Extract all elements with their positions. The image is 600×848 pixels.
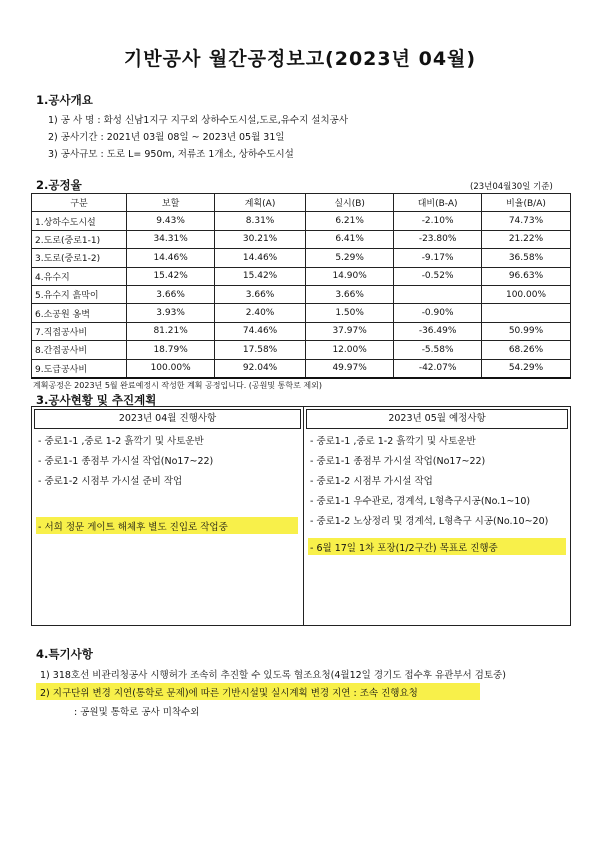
- row-category: 9.도급공사비: [32, 359, 127, 378]
- row-diff: -23.80%: [394, 230, 482, 248]
- col-header-diff: 대비(B-A): [394, 194, 482, 212]
- current-month-column: [32, 407, 304, 625]
- table-row: [32, 359, 571, 378]
- row-category: 2.도로(중로1-1): [32, 230, 127, 248]
- overview-line-scale: 3) 공사규모 : 도로 L= 950m, 저류조 1개소, 상하수도시설: [48, 149, 294, 160]
- row-diff: -0.52%: [394, 267, 482, 285]
- row-diff: -2.10%: [394, 212, 482, 230]
- remark-line-2: 2) 지구단위 변경 지연(통학로 문제)에 따른 기반시설및 실시계획 변경 지연 : 조속 진행요청: [40, 688, 418, 699]
- list-item: - 중로1-2 시점부 가시설 준비 작업: [38, 476, 183, 487]
- row-plan: 92.04%: [215, 359, 306, 378]
- row-plan: 74.46%: [215, 322, 306, 340]
- row-diff: -9.17%: [394, 249, 482, 267]
- list-item: - 중로1-1 ,중로 1-2 흙깍기 및 사토운반: [310, 436, 476, 447]
- row-plan: 8.31%: [215, 212, 306, 230]
- row-weight: 14.46%: [127, 249, 215, 267]
- row-diff: -42.07%: [394, 359, 482, 378]
- col-header-plan: 계획(A): [215, 194, 306, 212]
- list-item: - 중로1-1 종점부 가시설 작업(No17~22): [310, 456, 486, 467]
- row-ratio: 50.99%: [482, 322, 571, 340]
- row-actual: 1.50%: [306, 304, 394, 322]
- section1-heading: 1.공사개요: [36, 93, 93, 107]
- progress-table-header: [32, 194, 571, 212]
- row-ratio: 36.58%: [482, 249, 571, 267]
- section4-heading: 4.특기사항: [36, 647, 93, 661]
- document-title: 기반공사 월간공정보고(2023년 04월): [123, 48, 477, 70]
- row-weight: 9.43%: [127, 212, 215, 230]
- table-row: [32, 304, 571, 322]
- list-item: - 중로1-1 ,중로 1-2 흙깍기 및 사토운반: [38, 436, 204, 447]
- row-plan: 3.66%: [215, 285, 306, 303]
- table-row: [32, 249, 571, 267]
- table-row: [32, 212, 571, 230]
- row-weight: 3.66%: [127, 285, 215, 303]
- row-category: 1.상하수도시설: [32, 212, 127, 230]
- col-header-category: 구분: [32, 194, 127, 212]
- row-actual: 37.97%: [306, 322, 394, 340]
- table-row: [32, 285, 571, 303]
- row-weight: 18.79%: [127, 341, 215, 359]
- progress-note: 계획공정은 2023년 5월 완료예정시 작성한 계획 공정입니다. (공원및 통학로 제외): [33, 381, 322, 390]
- row-plan: 17.58%: [215, 341, 306, 359]
- row-actual: 6.41%: [306, 230, 394, 248]
- section3-heading: 3.공사현황 및 추진계획: [36, 393, 157, 407]
- row-actual: 12.00%: [306, 341, 394, 359]
- table-row: [32, 341, 571, 359]
- list-item: - 중로1-1 종점부 가시설 작업(No17~22): [38, 456, 214, 467]
- row-weight: 100.00%: [127, 359, 215, 378]
- row-weight: 34.31%: [127, 230, 215, 248]
- next-month-header: 2023년 05월 예정사항: [306, 409, 568, 429]
- row-category: 6.소공원 옹벽: [32, 304, 127, 322]
- row-actual: 6.21%: [306, 212, 394, 230]
- row-category: 8.간접공사비: [32, 341, 127, 359]
- current-month-header: 2023년 04월 진행사항: [34, 409, 301, 429]
- table-row: [32, 230, 571, 248]
- row-ratio: 21.22%: [482, 230, 571, 248]
- row-actual: 14.90%: [306, 267, 394, 285]
- row-weight: 81.21%: [127, 322, 215, 340]
- row-category: 7.직접공사비: [32, 322, 127, 340]
- progress-basis-date: (23년04월30일 기준): [470, 182, 553, 192]
- remark-line-3: : 공원및 통학로 공사 미착수외: [74, 707, 200, 718]
- table-row: [32, 267, 571, 285]
- col-header-weight: 보할: [127, 194, 215, 212]
- status-plan-table: [31, 406, 571, 626]
- table-row: [32, 322, 571, 340]
- section2-heading: 2.공정율: [36, 178, 82, 192]
- row-category: 3.도로(중로1-2): [32, 249, 127, 267]
- row-category: 4.유수지: [32, 267, 127, 285]
- row-plan: 2.40%: [215, 304, 306, 322]
- row-diff: -5.58%: [394, 341, 482, 359]
- row-actual: 49.97%: [306, 359, 394, 378]
- row-ratio: 74.73%: [482, 212, 571, 230]
- list-item-highlighted: - 6월 17일 1차 포장(1/2구간) 목표로 진행중: [310, 543, 498, 554]
- row-ratio: 68.26%: [482, 341, 571, 359]
- list-item: - 중로1-1 우수관로, 경계석, L형측구시공(No.1~10): [310, 496, 531, 507]
- row-actual: 3.66%: [306, 285, 394, 303]
- row-category: 5.유수지 흙막이: [32, 285, 127, 303]
- row-diff: -36.49%: [394, 322, 482, 340]
- list-item: - 중로1-2 노상정리 및 경계석, L형측구 시공(No.10~20): [310, 516, 549, 527]
- row-diff: -0.90%: [394, 304, 482, 322]
- list-item: - 중로1-2 시점부 가시설 작업: [310, 476, 433, 487]
- row-ratio: 96.63%: [482, 267, 571, 285]
- row-plan: 14.46%: [215, 249, 306, 267]
- row-plan: 30.21%: [215, 230, 306, 248]
- remark-line-1: 1) 318호선 비관리청공사 시행허가 조속히 추진할 수 있도록 협조요청(4월12일 경기도 접수후 유관부서 검토중): [40, 670, 506, 681]
- list-item-highlighted: - 서희 정문 게이트 해체후 별도 진입로 작업중: [38, 522, 228, 533]
- row-weight: 15.42%: [127, 267, 215, 285]
- row-ratio: 54.29%: [482, 359, 571, 378]
- col-header-actual: 실시(B): [306, 194, 394, 212]
- next-month-column: [304, 407, 570, 625]
- col-header-ratio: 비율(B/A): [482, 194, 571, 212]
- row-ratio: [482, 304, 571, 322]
- overview-line-name: 1) 공 사 명 : 화성 신남1지구 지구외 상하수도시설,도로,유수지 설치공사: [48, 115, 348, 126]
- row-weight: 3.93%: [127, 304, 215, 322]
- row-actual: 5.29%: [306, 249, 394, 267]
- overview-line-period: 2) 공사기간 : 2021년 03월 08일 ~ 2023년 05월 31일: [48, 132, 285, 143]
- row-ratio: 100.00%: [482, 285, 571, 303]
- progress-table: [31, 193, 571, 379]
- row-plan: 15.42%: [215, 267, 306, 285]
- row-diff: [394, 285, 482, 303]
